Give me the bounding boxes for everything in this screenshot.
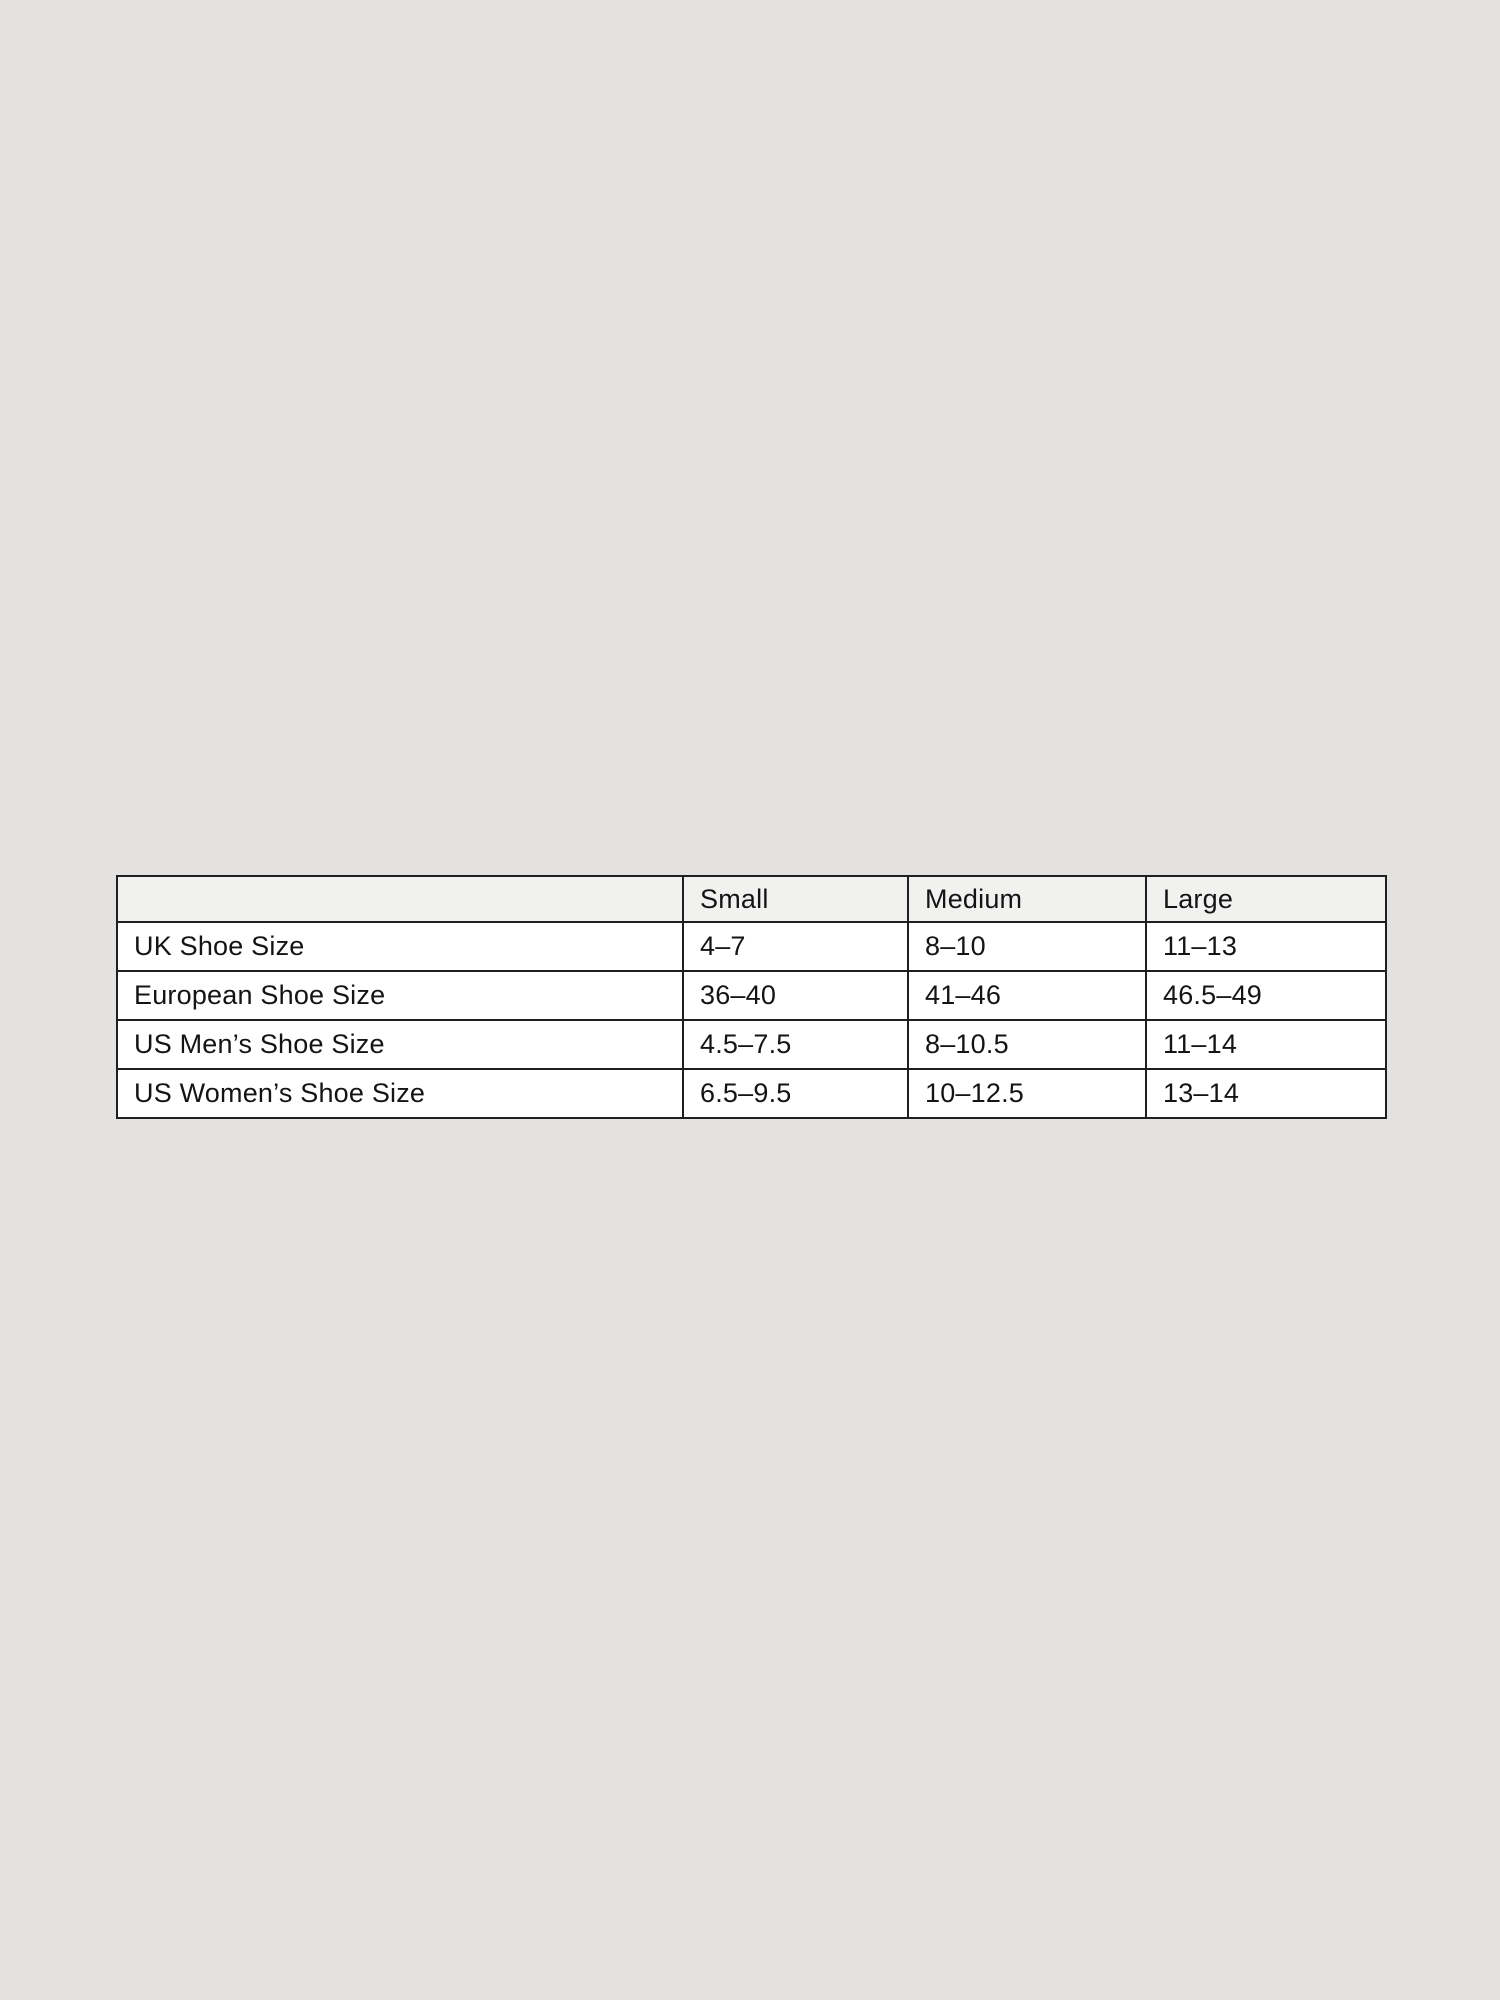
- row-label: European Shoe Size: [117, 971, 683, 1020]
- corner-cell: [117, 876, 683, 922]
- column-header-small: Small: [683, 876, 908, 922]
- table-cell-large: 13–14: [1146, 1069, 1386, 1118]
- column-header-large: Large: [1146, 876, 1386, 922]
- table-cell-small: 36–40: [683, 971, 908, 1020]
- row-label: UK Shoe Size: [117, 922, 683, 971]
- table-cell-large: 11–13: [1146, 922, 1386, 971]
- table-cell-large: 11–14: [1146, 1020, 1386, 1069]
- table-cell-medium: 10–12.5: [908, 1069, 1146, 1118]
- table-cell-small: 4–7: [683, 922, 908, 971]
- table-cell-medium: 8–10.5: [908, 1020, 1146, 1069]
- table-row-us-womens-shoe-size: [117, 1069, 1386, 1118]
- table-cell-small: 6.5–9.5: [683, 1069, 908, 1118]
- table-row-us-mens-shoe-size: [117, 1020, 1386, 1069]
- table-cell-small: 4.5–7.5: [683, 1020, 908, 1069]
- shoe-size-conversion-table: [116, 875, 1387, 1119]
- table-row-european-shoe-size: [117, 971, 1386, 1020]
- table-row-uk-shoe-size: [117, 922, 1386, 971]
- table-header-row: [117, 876, 1386, 922]
- table-cell-large: 46.5–49: [1146, 971, 1386, 1020]
- table-cell-medium: 41–46: [908, 971, 1146, 1020]
- row-label: US Women’s Shoe Size: [117, 1069, 683, 1118]
- column-header-medium: Medium: [908, 876, 1146, 922]
- row-label: US Men’s Shoe Size: [117, 1020, 683, 1069]
- table-cell-medium: 8–10: [908, 922, 1146, 971]
